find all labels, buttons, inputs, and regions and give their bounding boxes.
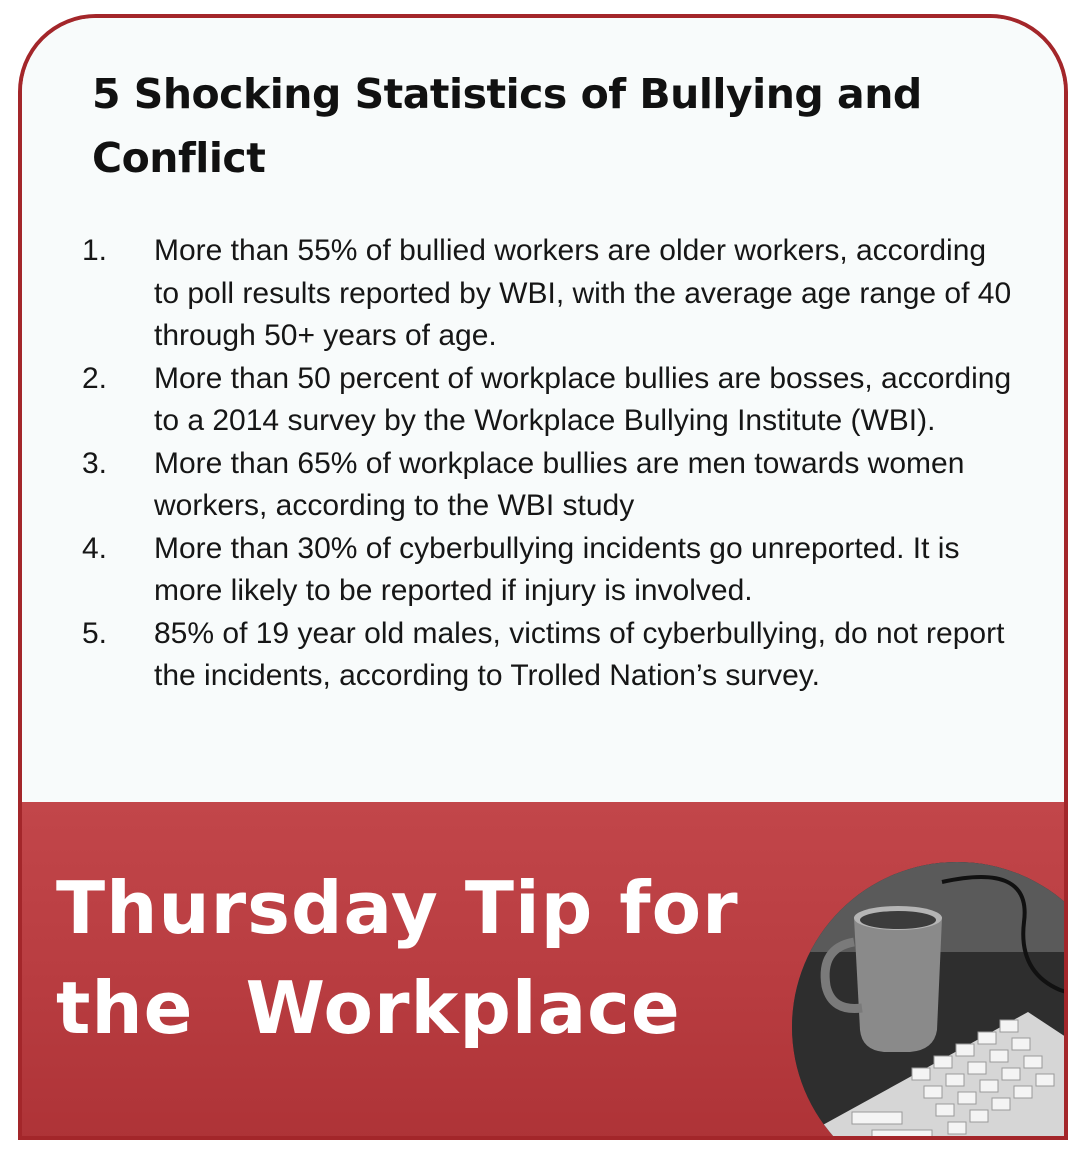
list-item-text: More than 55% of bullied workers are older workers, according to poll results reported by WBI, with the average age range of 40 through 50+ years of age. (154, 234, 1012, 352)
list-item-number: 2. (82, 361, 108, 395)
list-item-number: 5. (82, 616, 108, 650)
banner-title-line-1: Thursday Tip for (56, 866, 739, 950)
list-item-number: 1. (82, 234, 108, 267)
list-item-number: 4. (82, 531, 108, 565)
list-item-text: More than 30% of cyberbullying incidents go unreported. It is more likely to be reported if injury is involved. (154, 531, 960, 607)
statistics-list (82, 230, 1012, 698)
tip-card (18, 14, 1068, 1140)
list-item (82, 230, 1012, 358)
banner-panel (22, 802, 1064, 1140)
statistics-panel (22, 18, 1064, 802)
banner-title (56, 858, 776, 1058)
list-item (82, 358, 1012, 443)
list-item (82, 528, 1012, 613)
list-item-text: More than 65% of workplace bullies are men towards women workers, according to the WBI study (154, 446, 965, 522)
list-item (82, 443, 1012, 528)
list-item-number: 3. (82, 446, 108, 480)
headline-line-2: Conflict (92, 134, 266, 182)
headline (92, 62, 952, 190)
headline-line-1: 5 Shocking Statistics of Bullying and (92, 70, 922, 118)
list-item-text: More than 50 percent of workplace bullies are bosses, according to a 2014 survey by the Workplace Bullying Institute (WBI). (154, 361, 1012, 437)
coffee-mug-and-keyboard-photo (792, 862, 1068, 1140)
coffee-mug-and-keyboard-illustration (792, 862, 1068, 1140)
list-item (82, 613, 1012, 698)
list-item-text: 85% of 19 year old males, victims of cyberbullying, do not report the incidents, according to Trolled Nation’s survey. (154, 616, 1005, 692)
banner-title-line-2: the Workplace (56, 966, 681, 1050)
